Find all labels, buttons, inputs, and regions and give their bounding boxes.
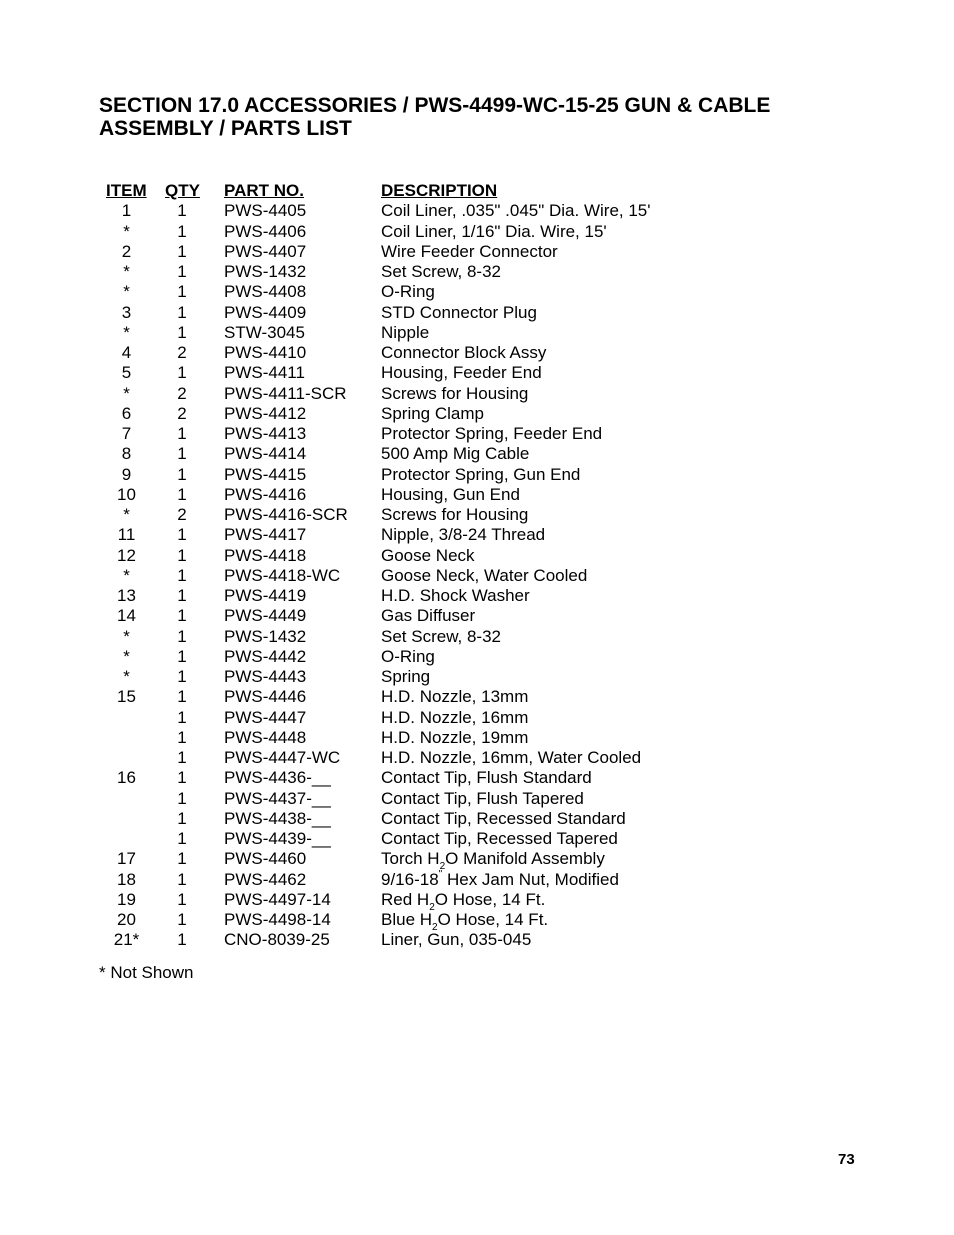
row-description: Blue $H_2O$ Hose, 14 Ft. [381,910,549,933]
row-part-no: PWS-4436-__ [224,768,331,788]
row-item: 12 [117,545,136,565]
row-part-no: PWS-4412 [224,403,307,423]
row-item: 18 [117,869,136,889]
row-qty: 1 [177,282,187,302]
footnote: * Not Shown [99,963,194,982]
row-qty: 1 [177,626,187,646]
row-item: * [123,221,130,241]
row-part-no: PWS-4415 [224,464,307,484]
row-qty: 1 [177,424,187,443]
row-part-no: PWS-1432 [224,626,307,646]
row-qty: 2 [177,505,187,524]
row-qty: 2 [177,383,187,403]
row-description: Housing, Feeder End [381,363,542,383]
row-part-no: PWS-4411-SCR [224,383,347,403]
row-description: Contact Tip, Recessed Tapered [381,829,618,848]
row-qty: 1 [177,586,187,605]
row-part-no: PWS-4416 [224,484,307,504]
row-qty: 1 [177,262,187,281]
row-item: * [123,282,130,302]
row-part-no: PWS-4408 [224,282,307,302]
row-part-no: PWS-4449 [224,606,307,626]
header-qty: QTY [165,181,200,200]
row-part-no: PWS-4438-__ [224,808,331,828]
row-qty: 1 [177,444,187,464]
row-part-no: PWS-4419 [224,586,307,605]
row-part-no: PWS-4498-14 [224,910,331,929]
row-item: * [123,565,130,585]
row-part-no: PWS-4407 [224,241,307,261]
row-part-no: PWS-4418-WC [224,565,341,585]
row-description: H.D. Shock Washer [381,586,530,605]
row-qty: 1 [177,788,187,808]
row-description: Screws for Housing [381,383,529,403]
row-part-no: PWS-4442 [224,646,307,666]
row-qty: 1 [177,201,187,221]
row-item: 4 [121,343,132,362]
row-part-no: PWS-1432 [224,262,307,281]
row-item: 8 [121,444,132,464]
row-description: Liner, Gun, 035-045 [381,930,532,950]
row-description: Contact Tip, Flush Standard [381,768,592,788]
row-part-no: PWS-4410 [224,343,307,362]
row-item: * [123,626,130,646]
row-description: Torch $H_2O$ Manifold Assembly [381,849,605,873]
row-description: H.D. Nozzle, 16mm [381,707,529,727]
row-item: 9 [121,464,132,484]
row-qty: 1 [177,727,187,747]
row-item: * [123,322,130,342]
row-description: 9/16-18" Hex Jam Nut, Modified [381,868,619,889]
row-description: Set Screw, 8-32 [381,626,502,646]
row-part-no: PWS-4417 [224,525,307,545]
row-item: 20 [117,910,136,929]
row-item: 14 [117,606,136,626]
row-item: 15 [117,687,136,707]
row-qty: 1 [177,363,187,383]
row-item: 6 [121,403,132,423]
row-item: 1 [121,201,132,221]
row-part-no: PWS-4448 [224,727,307,747]
row-item: * [123,667,130,686]
row-part-no: PWS-4462 [224,869,307,889]
row-item: 10 [117,484,136,504]
row-qty: 1 [177,707,187,727]
row-description: Contact Tip, Flush Tapered [381,788,584,808]
row-qty: 1 [177,829,187,848]
row-description: Spring [381,667,431,686]
row-qty: 1 [177,322,187,342]
row-qty: 1 [177,748,187,767]
row-item: 19 [117,889,136,909]
row-part-no: PWS-4447-WC [224,748,341,767]
row-description: Goose Neck [381,545,475,565]
row-description: Protector Spring, Gun End [381,464,581,484]
row-qty: 1 [177,808,187,828]
row-item: * [123,262,130,281]
row-item: 7 [121,424,132,443]
row-description: Gas Diffuser [381,606,476,626]
row-part-no: PWS-4446 [224,687,307,707]
row-item: * [123,505,130,524]
page-title: SECTION 17.0 ACCESSORIES / PWS-4499-WC-15-25 GUN & CABLE ASSEMBLY / PARTS LIST [99,94,771,140]
row-part-no: PWS-4439-__ [224,829,331,848]
row-qty: 1 [177,241,187,261]
row-part-no: PWS-4418 [224,545,307,565]
row-description: 500 Amp Mig Cable [381,444,530,464]
header-item: ITEM [106,181,147,200]
row-part-no: PWS-4443 [224,667,307,686]
row-qty: 1 [177,606,187,626]
row-description: Wire Feeder Connector [381,241,558,261]
row-description: Red $H_2O$ Hose, 14 Ft. [381,889,546,913]
row-description: Coil Liner, .035" .045" Dia. Wire, 15' [381,201,651,221]
row-qty: 2 [177,403,187,423]
row-description: O-Ring [381,282,435,302]
row-qty: 1 [177,464,187,484]
row-item: * [123,646,130,666]
row-part-no: PWS-4406 [224,221,307,241]
row-description: Spring Clamp [381,403,484,423]
row-qty: 1 [177,302,187,322]
row-part-no: PWS-4460 [224,849,307,869]
row-part-no: PWS-4447 [224,707,307,727]
row-qty: 1 [177,910,187,929]
row-qty: 1 [177,930,187,950]
row-qty: 2 [177,343,187,362]
row-part-no: PWS-4411 [224,363,305,383]
row-description: O-Ring [381,646,435,666]
row-description: Nipple [381,322,430,342]
row-item: 11 [117,525,136,545]
header-part-no: PART NO. [224,181,304,200]
row-part-no: STW-3045 [224,322,305,342]
row-part-no: CNO-8039-25 [224,930,330,950]
row-item: 2 [121,241,132,261]
row-description: Goose Neck, Water Cooled [381,565,588,585]
row-part-no: PWS-4497-14 [224,889,331,909]
row-item: 5 [121,363,132,383]
row-item: 13 [117,586,136,605]
row-qty: 1 [177,565,187,585]
row-qty: 1 [177,484,187,504]
row-qty: 1 [177,768,187,788]
row-part-no: PWS-4416-SCR [224,505,348,524]
row-part-no: PWS-4405 [224,201,307,221]
row-qty: 1 [177,646,187,666]
row-description: Coil Liner, 1/16" Dia. Wire, 15' [381,221,607,241]
row-item: 16 [117,768,136,788]
row-description: H.D. Nozzle, 19mm [381,727,529,747]
row-description: Contact Tip, Recessed Standard [381,808,626,828]
row-qty: 1 [177,687,187,707]
row-qty: 1 [177,667,187,686]
row-item: * [123,383,130,403]
row-description: Screws for Housing [381,505,529,524]
row-description: Set Screw, 8-32 [381,262,502,281]
row-description: Protector Spring, Feeder End [381,424,603,443]
row-qty: 1 [177,221,187,241]
row-description: STD Connector Plug [381,302,537,322]
row-part-no: PWS-4414 [224,444,307,464]
header-description: DESCRIPTION [381,181,498,200]
row-description: Housing, Gun End [381,484,520,504]
row-qty: 1 [177,525,187,545]
row-qty: 1 [177,869,187,889]
row-qty: 1 [177,849,187,869]
row-part-no: PWS-4437-__ [224,788,331,808]
row-part-no: PWS-4409 [224,302,307,322]
row-description: Connector Block Assy [381,343,547,362]
row-item: 17 [117,849,136,869]
row-item: 21* [113,930,140,950]
row-part-no: PWS-4413 [224,424,307,443]
page-number: 73 [838,1151,855,1168]
row-description: Nipple, 3/8-24 Thread [381,525,546,545]
row-qty: 1 [177,889,187,909]
row-qty: 1 [177,545,187,565]
row-description: H.D. Nozzle, 16mm, Water Cooled [381,748,642,767]
row-description: H.D. Nozzle, 13mm [381,687,529,707]
row-item: 3 [121,302,132,322]
